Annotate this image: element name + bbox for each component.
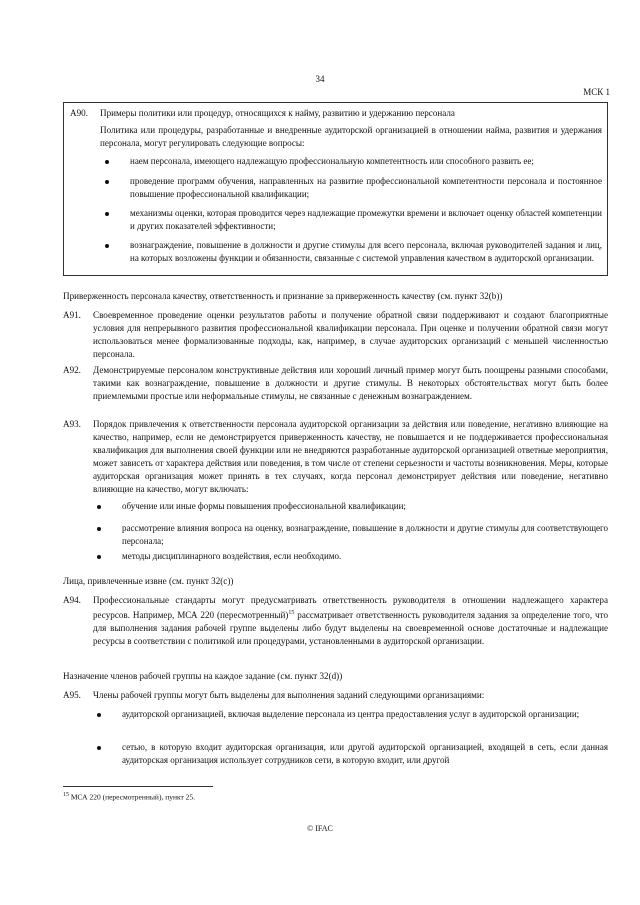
a93-bullet-1: обучение или иные формы повышения профессиональной квалификации; [122, 501, 406, 511]
bullet-marker [97, 505, 101, 509]
para-label-a95: A95. [63, 690, 81, 700]
para-a93: Порядок привлечения к ответственности персонала аудиторской организации за действия или поведение, негативно влияющие на качество, например, если не демонстрируется приверженность качеству, не повышается и не поддерживается профессиональная квалификация для выполнения своей функции или не внедряются разработанные аудиторской организацией ответные мероприятия, может зависеть от характера действия или поведения, в том числе от степени серьезности и частоты возникновения. Меры, которые аудиторская организация может принять в тех случаях, когда персонал демонстрирует действия или поведение, негативно влияющие на качество, могут включать: [93, 419, 608, 494]
a93-bullet-2: рассмотрение влияния вопроса на оценку, вознаграждение, повышение в должности и другие стимулы для соответствующего персонала; [122, 523, 608, 546]
copyright-footer: © IFAC [307, 824, 333, 833]
para-a91: Своевременное проведение оценки результатов работы и получение обратной связи поддерживают и создают благоприятные условия для непрерывного развития профессиональной квалификации персонала. При оценке и получении обратной связи могут использоваться менее формализованные подходы, как, например, в случае аудиторских организаций с меньшей численностью персонала. [93, 310, 608, 359]
a94-text-after: рассматривает ответственность руководителя задания за определение того, что для выполнения задания рабочей группе выделены либо будут выделены на своевременной основе достаточные и надлежащие ресурсы в соответствии с политикой или процедурами, установленными в аудиторской организации. [93, 610, 608, 647]
para-label-a93: A93. [63, 419, 81, 429]
standard-code: МСК 1 [583, 87, 610, 97]
section-heading-external: Лица, привлеченные извне (см. пункт 32(c)) [63, 576, 234, 586]
footnote-text: МСА 220 (пересмотренный), пункт 25. [69, 792, 196, 802]
para-label-a91: A91. [63, 310, 81, 320]
bullet-marker [105, 212, 109, 216]
para-a95: Члены рабочей группы могут быть выделены для выполнения заданий следующими организациями: [93, 690, 485, 700]
footnote-separator [63, 786, 213, 787]
bullet-marker [105, 160, 109, 164]
a95-bullet-2: сетью, в которую входит аудиторская организация, или другой аудиторской организацией, входящей в сеть, если данная аудиторская организация использует сотрудников сети, в которую входит, или другой [122, 742, 608, 765]
para-a94 [93, 594, 608, 648]
section-heading-commitment: Приверженность персонала качеству, ответственность и признание за приверженность качеству (см. пункт 32(b)) [63, 291, 503, 301]
box-intro: Политика или процедуры, разработанные и внедренные аудиторской организацией в отношении найма, развития и удержания персонала, могут регулировать следующие вопросы: [100, 125, 602, 148]
box-bullet-3: механизмы оценки, которая проводится через надлежащие промежутки времени и включает оценку областей компетенции и других показателей эффективности; [130, 208, 602, 231]
box-bullet-2: проведение программ обучения, направленных на развитие профессиональной компетентности персонала и постоянное повышение профессиональной квалификации; [130, 176, 602, 199]
box-bullet-1: наем персонала, имеющего надлежащую профессиональную компетентность или способного развить ее; [130, 156, 534, 166]
para-a92: Демонстрируемые персоналом конструктивные действия или хороший личный пример могут быть поощрены разными способами, такими как вознаграждение, повышение в должности и другие стимулы. В некоторых обстоятельствах могут быть более приемлемыми простые или неформальные стимулы, не связанные с денежным вознаграждением. [93, 365, 608, 401]
bullet-marker [105, 244, 109, 248]
bullet-marker [97, 746, 101, 750]
footnote-ref: 15 [288, 610, 295, 616]
para-label-a90: A90. [70, 108, 88, 118]
footnote-number: 15 [63, 792, 69, 798]
box-bullet-4: вознаграждение, повышение в должности и другие стимулы для всего персонала, включая руководителей задания и лиц, на которых возложены функции и обязанности, связанные с системой управления качеством в аудиторской организации. [130, 240, 602, 263]
bullet-marker [97, 555, 101, 559]
a94-text-before: Профессиональные стандарты могут предусматривать ответственность руководителя в отношении надлежащего характера ресурсов. Например, МСА 220 (пересмотренный) [93, 595, 608, 621]
bullet-marker [97, 713, 101, 717]
footnote [63, 792, 195, 802]
box-title: Примеры политики или процедур, относящихся к найму, развитию и удержанию персонала [100, 108, 455, 118]
a93-bullet-3: методы дисциплинарного воздействия, если необходимо. [122, 551, 342, 561]
section-heading-assignment: Назначение членов рабочей группы на каждое задание (см. пункт 32(d)) [63, 671, 343, 681]
a95-bullet-1: аудиторской организацией, включая выделение персонала из центра предоставления услуг в аудиторской организации; [122, 709, 580, 719]
page-number: 34 [315, 74, 325, 84]
bullet-marker [97, 527, 101, 531]
para-label-a94: A94. [63, 595, 81, 605]
para-label-a92: A92. [63, 365, 81, 375]
bullet-marker [105, 180, 109, 184]
